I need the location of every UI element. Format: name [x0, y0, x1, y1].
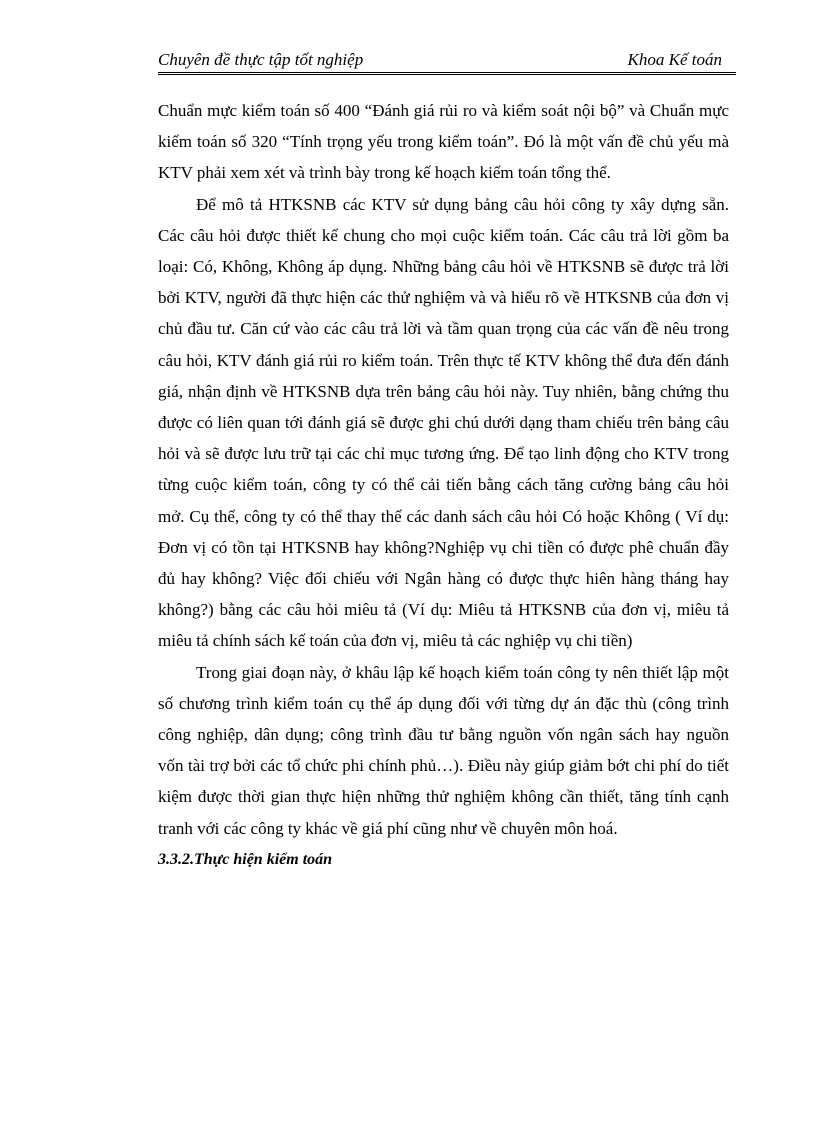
page-header — [158, 48, 736, 73]
paragraph-3: Trong giai đoạn này, ở khâu lập kế hoạch kiểm toán công ty nên thiết lập một số chương trình kiểm toán cụ thể áp dụng đối với từng dự án đặc thù (công trình công nghiệp, dân dụng; công trình đầu tư bằng nguồn vốn ngân sách hay nguồn vốn tài trợ bởi các tổ chức phi chính phủ…). Điều này giúp giảm bớt chi phí do tiết kiệm được thời gian thực hiện những thử nghiệm không cần thiết, tăng tính cạnh tranh với các công ty khác về giá phí cũng như về chuyên môn hoá. — [158, 662, 729, 838]
paragraph-2: Để mô tả HTKSNB các KTV sử dụng bảng câu hỏi công ty xây dựng sẵn. Các câu hỏi được thiết kế chung cho mọi cuộc kiểm toán. Các câu trả lời gồm ba loại: Có, Không, Không áp dụng. Những bảng câu hỏi về HTKSNB sẽ được trả lời bởi KTV, người đã thực hiện các thử nghiệm và và hiểu rõ về HTKSNB của đơn vị chủ đầu tư. Căn cứ vào các câu trả lời và tầm quan trọng của các vấn đề nêu trong câu hỏi, KTV đánh giá rủi ro kiểm toán. Trên thực tế KTV không thể đưa đến đánh giá, nhận định về HTKSNB dựa trên bảng câu hỏi này. Tuy nhiên, bằng chứng thu được có liên quan tới đánh giá sẽ được ghi chú dưới dạng tham chiếu trên bảng câu hỏi và sẽ được lưu trữ tại các chỉ mục tương ứng. Để tạo linh động cho KTV trong từng cuộc kiểm toán, công ty có thể cải tiến bằng cách tăng cường bảng câu hỏi mở. Cụ thể, công ty có thể thay thế các danh sách câu hỏi Có hoặc Không ( Ví dụ: Đơn vị có tồn tại HTKSNB hay không?Nghiệp vụ chi tiền có được phê chuẩn đầy đủ hay không? Việc đối chiếu với Ngân hàng có được thực hiên hàng tháng hay không?) bằng các câu hỏi miêu tả (Ví dụ: Miêu tả HTKSNB của đơn vị, miêu tả miêu tả chính sách kế toán của đơn vị, miêu tả các nghiệp vụ chi tiền) — [158, 194, 729, 651]
header-title-right: Khoa Kế toán — [627, 50, 722, 69]
header-title-left: Chuyên đề thực tập tốt nghiệp — [158, 50, 364, 69]
paragraph-1: Chuẩn mực kiểm toán số 400 “Đánh giá rủi ro và kiểm soát nội bộ” và Chuẩn mực kiểm toán số 320 “Tính trọng yếu trong kiểm toán”. Đó là một vấn đề chủ yếu mà KTV phải xem xét và trình bày trong kế hoạch kiểm toán tổng thể. — [158, 101, 729, 183]
document-body — [158, 95, 729, 875]
header-divider — [158, 74, 736, 75]
section-heading: 3.3.2.Thực hiện kiểm toán — [158, 850, 333, 868]
